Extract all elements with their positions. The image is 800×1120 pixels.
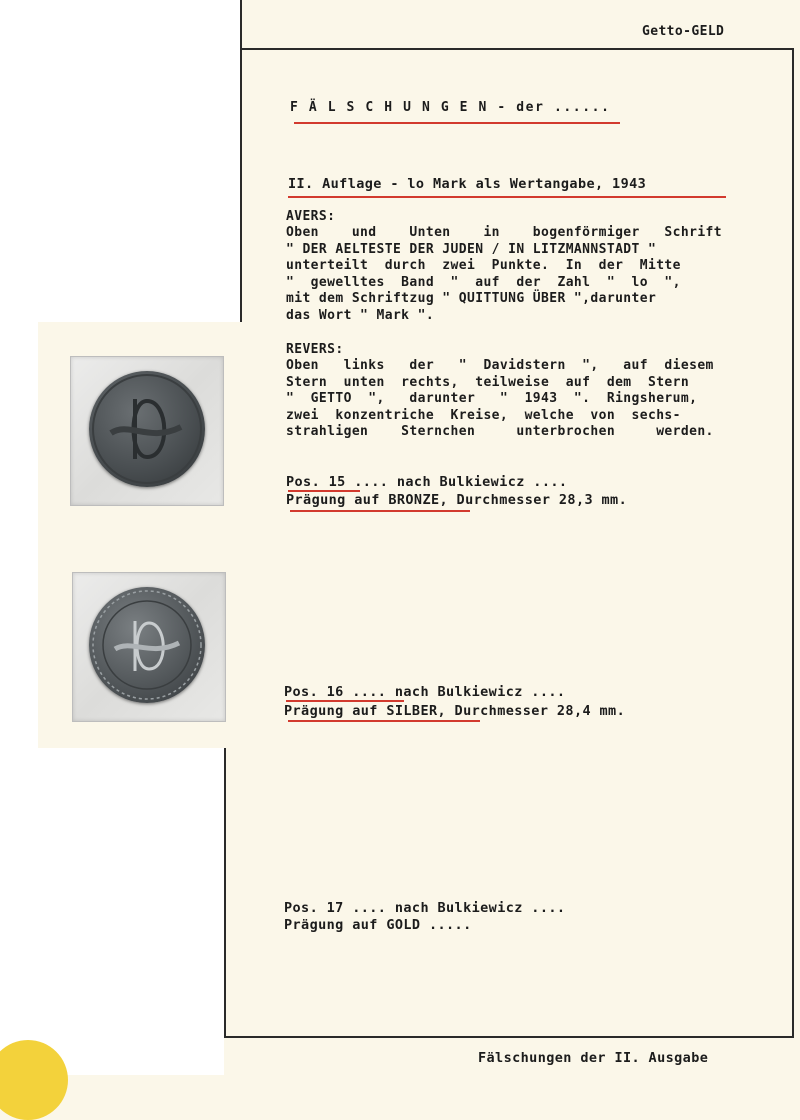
pos-16-praegung-underline [288, 720, 480, 722]
avers-line: das Wort " Mark ". [286, 307, 435, 323]
pos-17-line: Pos. 17 .... nach Bulkiewicz .... [284, 900, 566, 916]
frame-right-rule [792, 48, 794, 1038]
pos-16-praegung: Prägung auf SILBER, Durchmesser 28,4 mm. [284, 703, 626, 719]
avers-line: unterteilt durch zwei Punkte. In der Mitte [286, 258, 681, 274]
backing-panel-mid [0, 322, 38, 748]
revers-label: REVERS: [286, 342, 344, 357]
frame-bottom-rule [224, 1036, 794, 1038]
edition-subheading: II. Auflage - lo Mark als Wertangabe, 1943 [288, 176, 647, 192]
frame-left-rule-top [240, 0, 242, 322]
pos-16-underline [286, 700, 404, 702]
pos-17-praegung: Prägung auf GOLD ..... [284, 917, 472, 933]
revers-line: Oben links der " Davidstern ", auf diesem [286, 358, 714, 373]
avers-line: Oben und Unten in bogenförmiger Schrift [286, 225, 723, 240]
backing-panel-top [0, 0, 240, 322]
avers-label: AVERS: [286, 209, 336, 224]
avers-line: " DER AELTESTE DER JUDEN / IN LITZMANNSTADT " [286, 241, 657, 257]
revers-line: strahligen Sternchen unterbrochen werden. [286, 424, 714, 440]
page-heading: F Ä L S C H U N G E N - der ...... [290, 100, 611, 115]
coin-holder-pos-15 [70, 356, 224, 506]
revers-text [286, 358, 728, 441]
frame-left-rule-bottom [224, 748, 226, 1038]
header-title: Getto-GELD [642, 24, 725, 39]
revers-line: zwei konzentriche Kreise, welche von sechs- [286, 407, 681, 423]
coin-bronze-image [89, 371, 205, 487]
pos-15-line: Pos. 15 .... nach Bulkiewicz .... [286, 474, 568, 490]
avers-text [286, 225, 728, 325]
coin-holder-pos-16 [72, 572, 226, 722]
subheading-underline [288, 196, 726, 198]
coin-silber-relief [89, 587, 205, 703]
pos-15-praegung-underline [290, 510, 470, 512]
revers-line: Stern unten rechts, teilweise auf dem Stern [286, 374, 690, 390]
coin-silber-image [89, 587, 205, 703]
footer-title: Fälschungen der II. Ausgabe [478, 1050, 709, 1066]
heading-underline [294, 122, 620, 124]
frame-top-rule [242, 48, 792, 50]
backing-panel-bottom [0, 748, 224, 1075]
pos-15-praegung: Prägung auf BRONZE, Durchmesser 28,3 mm. [286, 492, 628, 508]
coin-bronze-relief [89, 371, 205, 487]
avers-line: " gewelltes Band " auf der Zahl " lo ", [286, 274, 681, 290]
revers-line: " GETTO ", darunter " 1943 ". Ringsherum, [286, 391, 698, 407]
pos-16-line: Pos. 16 .... nach Bulkiewicz .... [284, 684, 566, 700]
avers-line: mit dem Schriftzug " QUITTUNG ÜBER ",darunter [286, 291, 657, 307]
